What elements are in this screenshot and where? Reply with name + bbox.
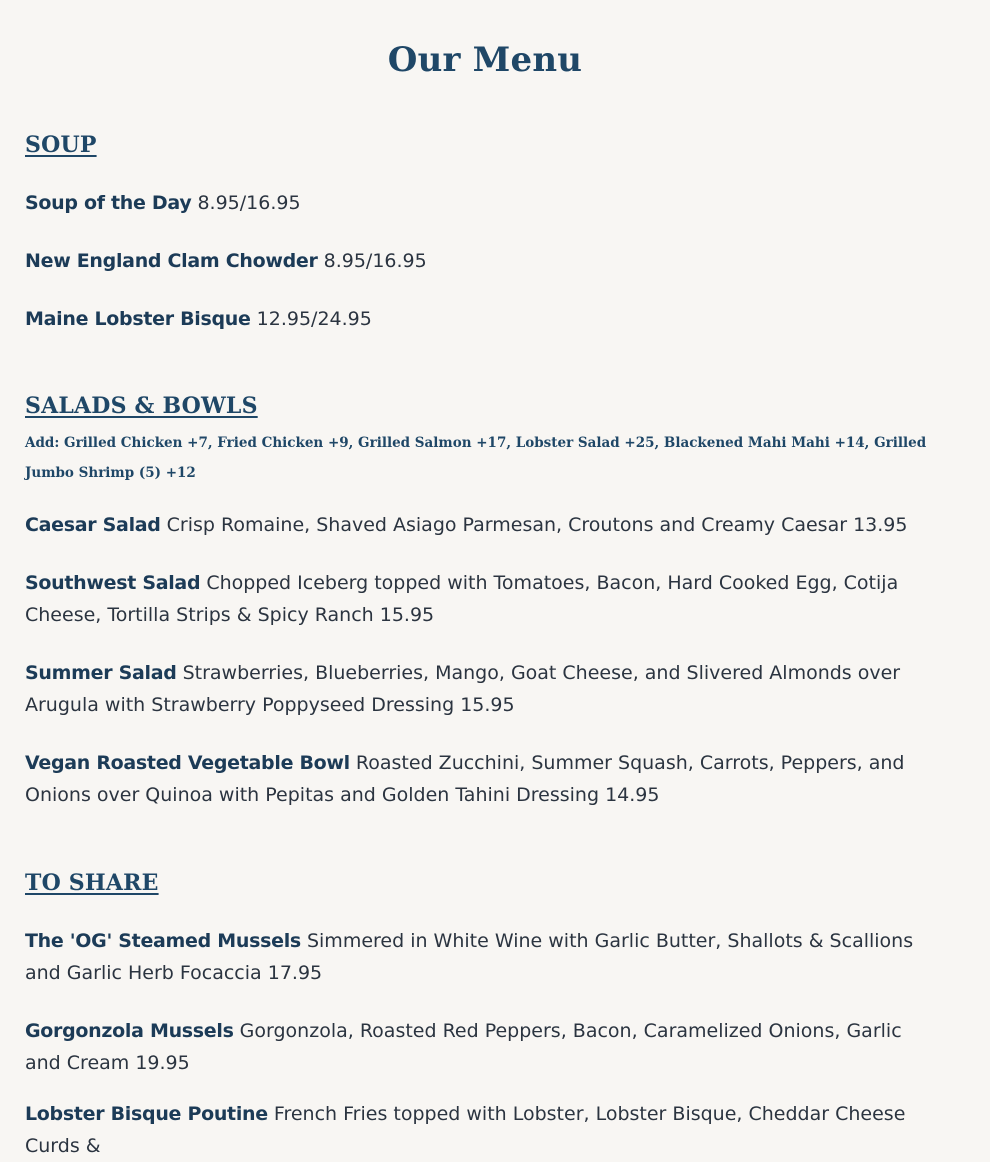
item-price: 13.95 xyxy=(853,514,908,536)
item-price: 17.95 xyxy=(267,962,323,984)
item-price: 19.95 xyxy=(135,1052,190,1074)
item-name: Maine Lobster Bisque xyxy=(25,308,251,330)
item-description: Roasted Zucchini, Summer Squash, Carrots, Peppers, and Onions over Quinoa with Pepitas and Golden Tahini Dressing xyxy=(25,752,905,806)
menu-page xyxy=(25,0,955,1157)
menu-item xyxy=(25,1015,943,1079)
item-name: Caesar Salad xyxy=(25,514,161,536)
item-price: 15.95 xyxy=(379,604,435,626)
menu-item xyxy=(25,1098,943,1162)
item-price: 8.95/16.95 xyxy=(197,192,301,214)
section-heading-salads: SALADS & BOWLS xyxy=(25,393,258,419)
item-name: The 'OG' Steamed Mussels xyxy=(25,930,301,952)
item-name: Summer Salad xyxy=(25,662,177,684)
menu-item xyxy=(25,187,943,219)
item-description: Simmered in White Wine with Garlic Butter, Shallots & Scallions and Garlic Herb Focaccia xyxy=(25,930,914,984)
item-name: New England Clam Chowder xyxy=(25,250,318,272)
item-name: Soup of the Day xyxy=(25,192,192,214)
item-description: Chopped Iceberg topped with Tomatoes, Bacon, Hard Cooked Egg, Cotija Cheese, Tortilla Strips & Spicy Ranch xyxy=(25,572,899,626)
item-description: Crisp Romaine, Shaved Asiago Parmesan, Croutons and Creamy Caesar xyxy=(166,514,848,536)
item-price: 14.95 xyxy=(605,784,660,806)
menu-item xyxy=(25,509,943,541)
item-name: Vegan Roasted Vegetable Bowl xyxy=(25,752,350,774)
menu-item xyxy=(25,303,943,335)
item-description: Gorgonzola, Roasted Red Peppers, Bacon, Caramelized Onions, Garlic and Cream xyxy=(25,1020,902,1074)
menu-item xyxy=(25,747,943,811)
menu-item xyxy=(25,245,943,277)
addons-note: Add: Grilled Chicken +7, Fried Chicken +9, Grilled Salmon +17, Lobster Salad +25, Blackened Mahi Mahi +14, Grilled Jumbo Shrimp (5) +12 xyxy=(25,435,927,481)
page-title: Our Menu xyxy=(387,40,583,80)
section-heading-soup: SOUP xyxy=(25,132,97,158)
item-name: Lobster Bisque Poutine xyxy=(25,1103,268,1125)
item-name: Southwest Salad xyxy=(25,572,201,594)
item-price: 12.95/24.95 xyxy=(256,308,372,330)
menu-item xyxy=(25,925,943,989)
item-price: 15.95 xyxy=(460,694,515,716)
item-price: 8.95/16.95 xyxy=(323,250,427,272)
item-name: Gorgonzola Mussels xyxy=(25,1020,234,1042)
menu-item xyxy=(25,657,943,721)
item-description: French Fries topped with Lobster, Lobster Bisque, Cheddar Cheese Curds & xyxy=(25,1103,906,1157)
item-description: Strawberries, Blueberries, Mango, Goat Cheese, and Slivered Almonds over Arugula with Strawberry Poppyseed Dressing xyxy=(25,662,901,716)
menu-item xyxy=(25,567,943,631)
section-heading-share: TO SHARE xyxy=(25,870,159,896)
